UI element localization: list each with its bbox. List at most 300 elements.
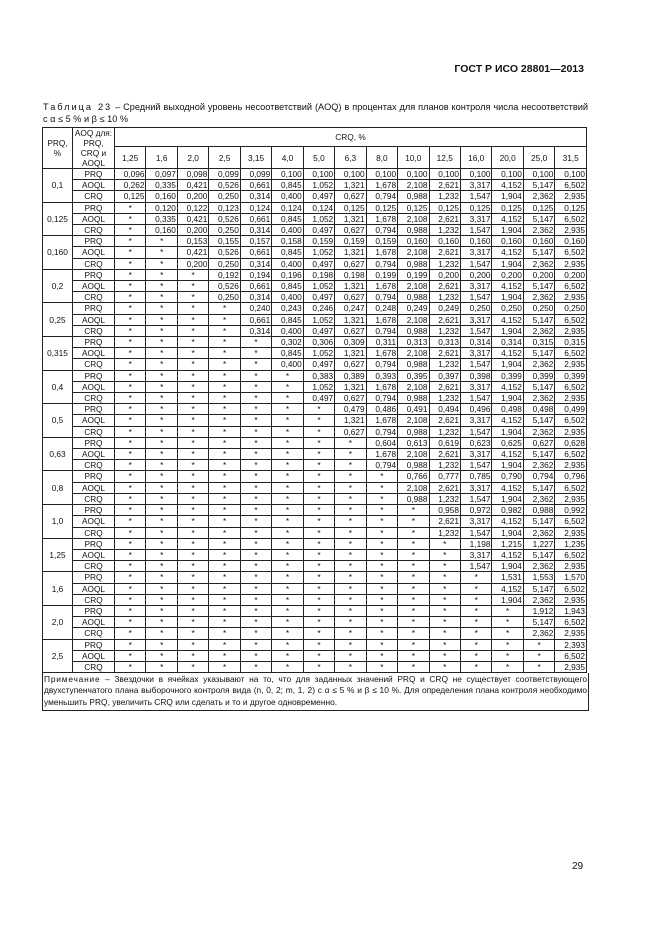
value-cell: 4,152 (492, 180, 523, 191)
value-cell: * (272, 505, 303, 516)
value-cell: 5,147 (523, 180, 554, 191)
value-cell: 2,362 (523, 258, 554, 269)
value-cell: 0,100 (303, 169, 334, 180)
value-cell: * (240, 561, 271, 572)
value-cell: 0,794 (366, 359, 397, 370)
value-cell: 3,317 (460, 314, 491, 325)
table-row (43, 325, 587, 336)
value-cell: * (366, 493, 397, 504)
value-cell: 0,100 (429, 169, 460, 180)
value-cell: 0,313 (398, 337, 429, 348)
value-cell: * (209, 471, 240, 482)
value-cell: * (209, 381, 240, 392)
value-cell: 2,621 (429, 281, 460, 292)
value-cell: * (115, 292, 146, 303)
value-cell: * (398, 527, 429, 538)
value-cell: * (272, 370, 303, 381)
value-cell: 1,232 (429, 258, 460, 269)
value-cell: * (177, 538, 208, 549)
value-cell: 0,160 (429, 236, 460, 247)
value-cell: 6,502 (555, 247, 587, 258)
value-cell: 0,628 (555, 437, 587, 448)
aoq-type-cell: AOQL (73, 449, 115, 460)
value-cell: * (115, 471, 146, 482)
value-cell: * (115, 303, 146, 314)
aoq-type-cell: AOQL (73, 281, 115, 292)
value-cell: 0,096 (115, 169, 146, 180)
value-cell: * (240, 449, 271, 460)
value-cell: 2,621 (429, 314, 460, 325)
value-cell: 4,152 (492, 583, 523, 594)
value-cell: 6,502 (555, 482, 587, 493)
table-row (43, 650, 587, 661)
value-cell: 2,362 (523, 527, 554, 538)
value-cell: * (272, 482, 303, 493)
value-cell: 2,362 (523, 594, 554, 605)
value-cell: 1,547 (460, 258, 491, 269)
table-note (42, 673, 589, 711)
value-cell: 0,399 (492, 370, 523, 381)
value-cell: 0,250 (209, 292, 240, 303)
document-code: ГОСТ Р ИСО 28801—2013 (454, 63, 584, 75)
value-cell: * (366, 471, 397, 482)
value-cell: 0,845 (272, 281, 303, 292)
value-cell: 0,526 (209, 247, 240, 258)
value-cell: 2,108 (398, 281, 429, 292)
value-cell: 0,398 (460, 370, 491, 381)
value-cell: 2,108 (398, 482, 429, 493)
value-cell: 0,098 (177, 169, 208, 180)
value-cell: * (177, 415, 208, 426)
value-cell: 1,232 (429, 426, 460, 437)
value-cell: * (209, 393, 240, 404)
value-cell: * (335, 549, 366, 560)
aoq-type-cell: PRQ (73, 169, 115, 180)
value-cell: 2,362 (523, 359, 554, 370)
value-cell: 0,526 (209, 180, 240, 191)
table-row (43, 202, 587, 213)
value-cell: 0,796 (555, 471, 587, 482)
value-cell: 0,335 (146, 180, 177, 191)
value-cell: * (177, 393, 208, 404)
table-row (43, 549, 587, 560)
prq-value-cell: 0,315 (43, 337, 73, 371)
value-cell: 2,621 (429, 213, 460, 224)
value-cell: * (335, 482, 366, 493)
value-cell: 0,661 (240, 180, 271, 191)
prq-value-cell: 0,4 (43, 370, 73, 404)
value-cell: * (209, 617, 240, 628)
value-cell: 0,988 (398, 325, 429, 336)
value-cell: * (398, 549, 429, 560)
prq-value-cell: 0,125 (43, 202, 73, 236)
value-cell: 0,988 (398, 258, 429, 269)
value-cell: 1,904 (492, 325, 523, 336)
value-cell: * (240, 661, 271, 672)
value-cell: * (146, 617, 177, 628)
value-cell: * (335, 628, 366, 639)
value-cell: * (272, 449, 303, 460)
table-row (43, 437, 587, 448)
value-cell: * (115, 583, 146, 594)
prq-value-cell: 0,8 (43, 471, 73, 505)
value-cell: 6,502 (555, 516, 587, 527)
value-cell: 0,249 (429, 303, 460, 314)
value-cell: 0,794 (366, 292, 397, 303)
value-cell: * (398, 516, 429, 527)
value-cell: 2,621 (429, 482, 460, 493)
value-cell: 0,400 (272, 292, 303, 303)
value-cell: 6,502 (555, 213, 587, 224)
value-cell: 0,099 (209, 169, 240, 180)
value-cell: * (460, 639, 491, 650)
value-cell: * (209, 449, 240, 460)
value-cell: 2,621 (429, 348, 460, 359)
value-cell: 2,621 (429, 180, 460, 191)
value-cell: * (177, 482, 208, 493)
value-cell: 0,845 (272, 213, 303, 224)
value-cell: * (303, 426, 334, 437)
value-cell: * (303, 583, 334, 594)
value-cell: * (209, 348, 240, 359)
value-cell: 0,247 (335, 303, 366, 314)
value-cell: * (240, 605, 271, 616)
value-cell: 0,100 (272, 169, 303, 180)
value-cell: * (115, 449, 146, 460)
value-cell: * (115, 628, 146, 639)
value-cell: * (177, 269, 208, 280)
value-cell: 2,108 (398, 314, 429, 325)
aoq-type-cell: PRQ (73, 269, 115, 280)
value-cell: * (177, 426, 208, 437)
value-cell: * (366, 605, 397, 616)
value-cell: 3,317 (460, 247, 491, 258)
value-cell: 1,321 (335, 381, 366, 392)
value-cell: 1,570 (555, 572, 587, 583)
value-cell: * (177, 594, 208, 605)
value-cell: 0,311 (366, 337, 397, 348)
aoq-type-cell: AOQL (73, 415, 115, 426)
table-row (43, 516, 587, 527)
value-cell: 2,362 (523, 393, 554, 404)
value-cell: * (366, 561, 397, 572)
value-cell: * (146, 303, 177, 314)
aoq-type-cell: PRQ (73, 437, 115, 448)
table-row (43, 538, 587, 549)
value-cell: * (209, 437, 240, 448)
value-cell: * (146, 661, 177, 672)
value-cell: * (177, 516, 208, 527)
value-cell: 0,794 (366, 225, 397, 236)
value-cell: * (146, 650, 177, 661)
value-cell: 5,147 (523, 516, 554, 527)
value-cell: 1,678 (366, 314, 397, 325)
value-cell: 0,097 (146, 169, 177, 180)
value-cell: 1,547 (460, 191, 491, 202)
value-cell: * (303, 527, 334, 538)
prq-value-cell: 0,63 (43, 437, 73, 471)
value-cell: * (335, 527, 366, 538)
value-cell: * (209, 594, 240, 605)
value-cell: * (398, 617, 429, 628)
value-cell: 2,935 (555, 393, 587, 404)
value-cell: 1,531 (492, 572, 523, 583)
aoq-type-cell: PRQ (73, 605, 115, 616)
table-row (43, 370, 587, 381)
value-cell: * (115, 404, 146, 415)
table-row (43, 292, 587, 303)
value-cell: 0,496 (460, 404, 491, 415)
aoq-type-cell: AOQL (73, 583, 115, 594)
value-cell: * (115, 527, 146, 538)
value-cell: 0,794 (366, 393, 397, 404)
note-lead: Примечание (44, 674, 101, 685)
value-cell: * (146, 482, 177, 493)
value-cell: 2,108 (398, 348, 429, 359)
value-cell: * (146, 572, 177, 583)
value-cell: 0,309 (335, 337, 366, 348)
value-cell: * (209, 605, 240, 616)
aoq-type-cell: CRQ (73, 191, 115, 202)
value-cell: * (146, 258, 177, 269)
value-cell: 1,678 (366, 381, 397, 392)
prq-value-cell: 2,5 (43, 639, 73, 673)
value-cell: * (303, 538, 334, 549)
value-cell: 0,200 (429, 269, 460, 280)
aoq-type-cell: CRQ (73, 325, 115, 336)
value-cell: * (115, 359, 146, 370)
value-cell: * (209, 482, 240, 493)
value-cell: 0,988 (398, 493, 429, 504)
value-cell: 0,160 (555, 236, 587, 247)
table-row (43, 572, 587, 583)
value-cell: 0,627 (335, 325, 366, 336)
value-cell: 0,625 (492, 437, 523, 448)
aoq-type-cell: AOQL (73, 650, 115, 661)
aoq-type-cell: CRQ (73, 225, 115, 236)
prq-value-cell: 1,0 (43, 505, 73, 539)
value-cell: 0,194 (240, 269, 271, 280)
value-cell: 0,125 (366, 202, 397, 213)
value-cell: 2,935 (555, 561, 587, 572)
value-cell: * (115, 393, 146, 404)
value-cell: * (303, 661, 334, 672)
value-cell: 5,147 (523, 381, 554, 392)
value-cell: 0,200 (555, 269, 587, 280)
value-cell: * (366, 650, 397, 661)
value-cell: 1,904 (492, 594, 523, 605)
value-cell: * (146, 505, 177, 516)
value-cell: * (429, 650, 460, 661)
aoq-type-cell: AOQL (73, 617, 115, 628)
value-cell: 2,362 (523, 191, 554, 202)
value-cell: * (460, 594, 491, 605)
value-cell: 1,052 (303, 348, 334, 359)
value-cell: 2,108 (398, 180, 429, 191)
value-cell: 2,108 (398, 381, 429, 392)
value-cell: 2,108 (398, 415, 429, 426)
value-cell: 5,147 (523, 314, 554, 325)
aoq-type-cell: CRQ (73, 628, 115, 639)
value-cell: * (460, 661, 491, 672)
value-cell: * (209, 325, 240, 336)
value-cell: 3,317 (460, 348, 491, 359)
value-cell: 0,125 (492, 202, 523, 213)
value-cell: 2,362 (523, 628, 554, 639)
value-cell: 2,108 (398, 449, 429, 460)
value-cell: * (303, 639, 334, 650)
aoq-type-cell: PRQ (73, 538, 115, 549)
value-cell: * (146, 325, 177, 336)
value-cell: 3,317 (460, 482, 491, 493)
value-cell: 4,152 (492, 213, 523, 224)
crq-values-row (43, 147, 587, 169)
value-cell: 2,362 (523, 225, 554, 236)
value-cell: 1,904 (492, 225, 523, 236)
value-cell: 0,794 (366, 191, 397, 202)
value-cell: * (460, 605, 491, 616)
note-text: – Звездочки в ячейках указывают на то, что для заданных значений PRQ и CRQ не существует соответствующего двухступенчатого плана выборочного контроля вида (n, 0, 2; m, 1, 2) с α ≤ 5 % и β ≤ 10 %. Для определения плана контроля необходимо уменьшить PRQ, увеличить CRQ или сделать и то и другое одновременно. (44, 674, 587, 707)
value-cell: 0,845 (272, 180, 303, 191)
value-cell: 0,393 (366, 370, 397, 381)
value-cell: * (115, 572, 146, 583)
value-cell: * (523, 639, 554, 650)
value-cell: 0,314 (240, 325, 271, 336)
crq-header-cell: 5,0 (303, 147, 334, 169)
value-cell: 0,306 (303, 337, 334, 348)
value-cell: 0,397 (429, 370, 460, 381)
aoq-type-cell: AOQL (73, 482, 115, 493)
value-cell: * (177, 527, 208, 538)
value-cell: * (366, 505, 397, 516)
table-row (43, 337, 587, 348)
value-cell: 1,232 (429, 527, 460, 538)
value-cell: 0,160 (146, 225, 177, 236)
value-cell: 0,200 (460, 269, 491, 280)
value-cell: * (146, 393, 177, 404)
value-cell: * (240, 348, 271, 359)
value-cell: * (146, 269, 177, 280)
value-cell: 2,935 (555, 527, 587, 538)
value-cell: 6,502 (555, 449, 587, 460)
value-cell: * (209, 359, 240, 370)
value-cell: * (429, 538, 460, 549)
value-cell: 0,240 (240, 303, 271, 314)
aoq-type-cell: CRQ (73, 561, 115, 572)
value-cell: * (272, 594, 303, 605)
value-cell: 0,497 (303, 325, 334, 336)
value-cell: * (335, 650, 366, 661)
value-cell: 4,152 (492, 415, 523, 426)
value-cell: * (303, 404, 334, 415)
value-cell: * (272, 583, 303, 594)
value-cell: 1,232 (429, 359, 460, 370)
value-cell: * (303, 493, 334, 504)
value-cell: 0,794 (523, 471, 554, 482)
value-cell: * (429, 583, 460, 594)
value-cell: * (146, 628, 177, 639)
value-cell: * (146, 381, 177, 392)
value-cell: * (398, 505, 429, 516)
value-cell: * (303, 572, 334, 583)
value-cell: 0,982 (492, 505, 523, 516)
value-cell: 0,200 (177, 225, 208, 236)
value-cell: * (146, 449, 177, 460)
table-row (43, 527, 587, 538)
prq-value-cell: 0,1 (43, 169, 73, 203)
value-cell: 0,100 (335, 169, 366, 180)
prq-value-cell: 0,25 (43, 303, 73, 337)
value-cell: 1,547 (460, 527, 491, 538)
value-cell: * (398, 605, 429, 616)
value-cell: 0,250 (492, 303, 523, 314)
value-cell: * (272, 538, 303, 549)
value-cell: * (492, 617, 523, 628)
value-cell: * (303, 471, 334, 482)
value-cell: 2,935 (555, 225, 587, 236)
value-cell: 2,935 (555, 292, 587, 303)
value-cell: * (177, 572, 208, 583)
value-cell: * (115, 594, 146, 605)
value-cell: 1,904 (492, 527, 523, 538)
value-cell: 0,153 (177, 236, 208, 247)
value-cell: * (177, 639, 208, 650)
value-cell: * (177, 628, 208, 639)
value-cell: * (272, 605, 303, 616)
table-row (43, 359, 587, 370)
value-cell: * (366, 583, 397, 594)
value-cell: 1,904 (492, 460, 523, 471)
value-cell: * (146, 404, 177, 415)
value-cell: * (303, 516, 334, 527)
value-cell: 5,147 (523, 281, 554, 292)
value-cell: 1,052 (303, 314, 334, 325)
value-cell: 4,152 (492, 381, 523, 392)
value-cell: * (146, 549, 177, 560)
value-cell: * (115, 258, 146, 269)
value-cell: 0,160 (146, 191, 177, 202)
value-cell: * (272, 628, 303, 639)
table-row (43, 583, 587, 594)
crq-header-cell: 6,3 (335, 147, 366, 169)
value-cell: * (209, 538, 240, 549)
value-cell: 3,317 (460, 213, 491, 224)
value-cell: 0,125 (398, 202, 429, 213)
table-row (43, 225, 587, 236)
value-cell: * (240, 505, 271, 516)
value-cell: 0,988 (398, 426, 429, 437)
value-cell: * (115, 538, 146, 549)
table-container (42, 127, 587, 711)
value-cell: * (272, 516, 303, 527)
table-row (43, 303, 587, 314)
value-cell: * (146, 348, 177, 359)
value-cell: * (209, 516, 240, 527)
value-cell: 0,120 (146, 202, 177, 213)
value-cell: 1,912 (523, 605, 554, 616)
value-cell: 6,502 (555, 415, 587, 426)
value-cell: 2,621 (429, 381, 460, 392)
value-cell: * (492, 650, 523, 661)
value-cell: 2,362 (523, 561, 554, 572)
value-cell: * (146, 605, 177, 616)
value-cell: 2,621 (429, 516, 460, 527)
value-cell: * (115, 247, 146, 258)
value-cell: * (177, 314, 208, 325)
crq-header-cell: 12,5 (429, 147, 460, 169)
value-cell: 1,904 (492, 292, 523, 303)
value-cell: 0,200 (177, 191, 208, 202)
